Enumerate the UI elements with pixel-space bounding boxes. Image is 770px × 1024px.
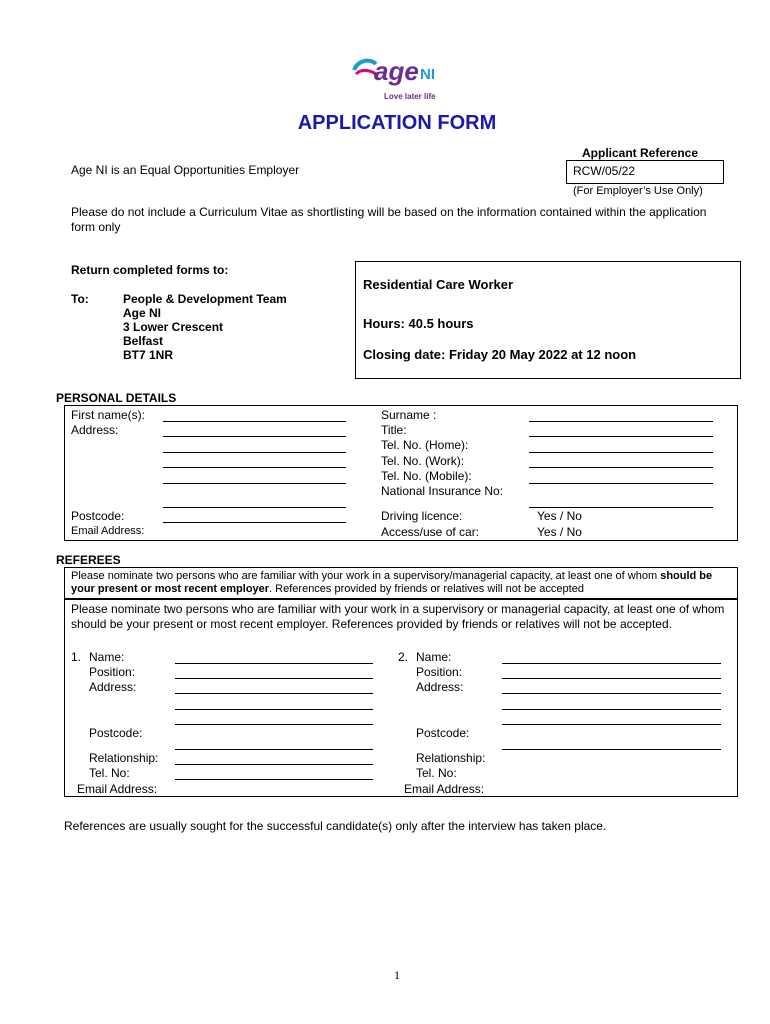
referee-2-address-field-2[interactable]: [502, 709, 721, 710]
referee-2-address-label: Address:: [416, 680, 464, 694]
ni-field[interactable]: [529, 507, 713, 508]
referee-1-address-label: Address:: [89, 680, 137, 694]
tel-work-label: Tel. No. (Work):: [381, 454, 465, 468]
referees-note-post: . References provided by friends or relatives will not be accepted: [269, 583, 584, 595]
applicant-ref-value: RCW/05/22: [573, 164, 636, 178]
tel-home-field[interactable]: [529, 452, 713, 453]
referees-note: [71, 570, 735, 596]
referee-1-tel-label: Tel. No:: [89, 766, 130, 780]
job-closing-date: Closing date: Friday 20 May 2022 at 12 noon: [363, 347, 637, 362]
tel-work-field[interactable]: [529, 467, 713, 468]
referee-2-email-label: Email Address:: [404, 782, 485, 796]
address-field-2[interactable]: [163, 452, 346, 453]
referees-note-2: Please nominate two persons who are familiar with your work in a supervisory or managerial capacity, at least one of whom should be your present or most recent employer. References provided by friends or relatives will not be accepted.: [71, 602, 725, 631]
cv-notice: Please do not include a Curriculum Vitae as shortlisting will be based on the information contained within the application form only: [71, 205, 707, 234]
first-names-label: First name(s):: [71, 408, 146, 422]
logo-tagline: Love later life: [384, 92, 436, 101]
address-field-5[interactable]: [163, 507, 346, 508]
return-address: [123, 292, 287, 362]
referees-box: [64, 599, 738, 797]
return-address-line: People & Development Team: [123, 292, 287, 306]
referees-note-box: [64, 567, 738, 599]
referee-1-postcode-label: Postcode:: [89, 726, 143, 740]
referee-2-tel-label: Tel. No:: [416, 766, 457, 780]
referee-1-name-field[interactable]: [175, 663, 373, 664]
referees-note-bold: should be your present or most recent employer: [71, 570, 713, 595]
referee-1-address-field-1[interactable]: [175, 693, 373, 694]
referee-2-name-field[interactable]: [502, 663, 721, 664]
job-details-box: [355, 261, 741, 379]
applicant-ref-note: (For Employer’s Use Only): [573, 185, 703, 197]
age-ni-logo: [348, 50, 448, 104]
referee-1-tel-field[interactable]: [175, 779, 373, 780]
referees-heading: REFEREES: [56, 553, 121, 567]
car-access-yes-no[interactable]: Yes / No: [537, 525, 582, 539]
references-footer-note: References are usually sought for the successful candidate(s) only after the interview has taken place.: [64, 819, 607, 833]
referee-1-position-label: Position:: [89, 665, 136, 679]
return-address-line: Age NI: [123, 306, 162, 320]
referee-2-relationship-label: Relationship:: [416, 751, 486, 765]
referee-1-name-label: Name:: [89, 650, 125, 664]
car-access-label: Access/use of car:: [381, 525, 480, 539]
referee-1-number: 1.: [71, 650, 82, 664]
ni-label: National Insurance No:: [381, 484, 504, 498]
job-hours: Hours: 40.5 hours: [363, 316, 474, 331]
postcode-field[interactable]: [163, 522, 346, 523]
referee-1-postcode-field[interactable]: [175, 749, 373, 750]
applicant-ref-label: Applicant Reference: [582, 146, 699, 160]
logo-brand: age: [374, 56, 419, 86]
referee-2-number: 2.: [398, 650, 409, 664]
tel-home-label: Tel. No. (Home):: [381, 438, 469, 452]
return-heading: Return completed forms to:: [71, 263, 229, 277]
referee-2-postcode-label: Postcode:: [416, 726, 470, 740]
referee-2-address-field-1[interactable]: [502, 693, 721, 694]
surname-field[interactable]: [529, 421, 713, 422]
personal-details-heading: PERSONAL DETAILS: [56, 391, 177, 405]
driving-licence-label: Driving licence:: [381, 509, 463, 523]
equal-opps-statement: Age NI is an Equal Opportunities Employer: [71, 163, 300, 177]
referee-1-address-field-2[interactable]: [175, 709, 373, 710]
job-title: Residential Care Worker: [363, 277, 514, 292]
first-names-field[interactable]: [163, 421, 346, 422]
logo-suffix: NI: [420, 66, 435, 83]
address-field-3[interactable]: [163, 467, 346, 468]
address-label: Address:: [71, 423, 119, 437]
title-label: Title:: [381, 423, 407, 437]
referee-2-name-label: Name:: [416, 650, 452, 664]
title-field[interactable]: [529, 436, 713, 437]
page-title: APPLICATION FORM: [297, 112, 497, 134]
referee-2-position-field[interactable]: [502, 678, 721, 679]
address-field-4[interactable]: [163, 483, 346, 484]
tel-mobile-label: Tel. No. (Mobile):: [381, 469, 472, 483]
referee-2-postcode-field[interactable]: [502, 749, 721, 750]
referees-note-pre: Please nominate two persons who are familiar with your work in a supervisory/managerial capacity, at least one of whom: [71, 570, 658, 582]
referee-2-address-field-3[interactable]: [502, 724, 721, 725]
applicant-ref-box[interactable]: [566, 160, 724, 184]
referee-1-email-label: Email Address:: [77, 782, 158, 796]
referee-1-address-field-3[interactable]: [175, 724, 373, 725]
referee-2-position-label: Position:: [416, 665, 463, 679]
referee-1-position-field[interactable]: [175, 678, 373, 679]
referee-1-relationship-field[interactable]: [175, 764, 373, 765]
return-address-line: BT7 1NR: [123, 348, 174, 362]
driving-licence-yes-no[interactable]: Yes / No: [537, 509, 582, 523]
referee-1-relationship-label: Relationship:: [89, 751, 159, 765]
postcode-label: Postcode:: [71, 509, 125, 523]
return-address-line: Belfast: [123, 334, 164, 348]
return-to-label: To:: [71, 292, 89, 306]
email-label: Email Address:: [71, 525, 145, 537]
return-address-line: 3 Lower Crescent: [123, 320, 224, 334]
address-field-1[interactable]: [163, 436, 346, 437]
surname-label: Surname :: [381, 408, 437, 422]
tel-mobile-field[interactable]: [529, 483, 713, 484]
page-number: 1: [394, 968, 400, 982]
